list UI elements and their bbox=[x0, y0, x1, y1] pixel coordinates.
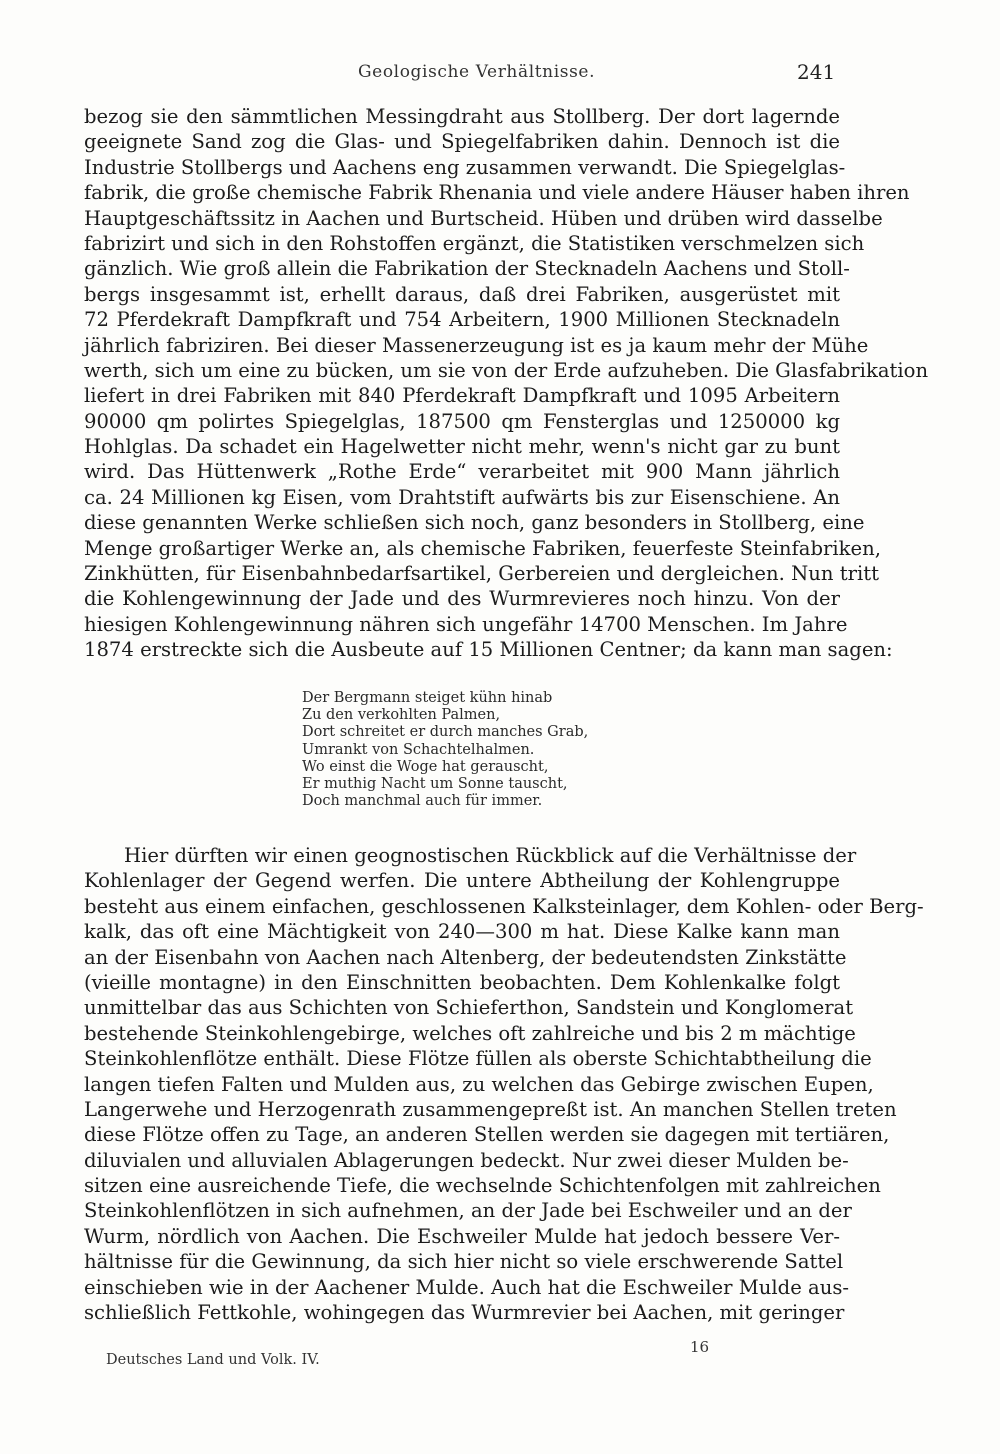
page-footer bbox=[0, 1338, 1000, 1374]
text-line: 1874 erstreckte sich die Ausbeute auf 15 Millionen Centner; da kann man sagen: bbox=[84, 638, 893, 662]
text-line: jährlich fabriziren. Bei dieser Massenerzeugung ist es ja kaum mehr der Mühe bbox=[84, 333, 869, 357]
poem-line: Wo einst die Woge hat gerauscht, bbox=[302, 758, 549, 775]
text-line: Hohlglas. Da schadet ein Hagelwetter nicht mehr, wenn's nicht gar zu bunt bbox=[84, 435, 840, 459]
text-line: Steinkohlenflötzen in sich aufnehmen, an der Jade bei Eschweiler und an der bbox=[84, 1199, 852, 1223]
paragraph-2 bbox=[84, 843, 924, 1325]
text-line: schließlich Fettkohle, wohingegen das Wurmrevier bei Aachen, mit geringer bbox=[84, 1301, 845, 1325]
text-line: die Kohlengewinnung der Jade und des Wurmrevieres noch hinzu. Von der bbox=[84, 587, 840, 611]
text-line: Langerwehe und Herzogenrath zusammengepreßt ist. An manchen Stellen treten bbox=[84, 1097, 897, 1121]
poem-line: Doch manchmal auch für immer. bbox=[302, 793, 543, 810]
text-line: sitzen eine ausreichende Tiefe, die wechselnde Schichtenfolgen mit zahlreichen bbox=[84, 1174, 881, 1198]
text-line: einschieben wie in der Aachener Mulde. Auch hat die Eschweiler Mulde aus- bbox=[84, 1275, 850, 1299]
text-line: wird. Das Hüttenwerk „Rothe Erde“ verarbeitet mit 900 Mann jährlich bbox=[84, 460, 840, 484]
text-line: bestehende Steinkohlengebirge, welches oft zahlreiche und bis 2 m mächtige bbox=[84, 1021, 856, 1045]
text-line: diese genannten Werke schließen sich noch, ganz besonders in Stollberg, eine bbox=[84, 511, 865, 535]
text-line: diese Flötze offen zu Tage, an anderen Stellen werden sie dagegen mit tertiären, bbox=[84, 1123, 890, 1147]
text-line: diluvialen und alluvialen Ablagerungen bedeckt. Nur zwei dieser Mulden be- bbox=[84, 1148, 849, 1172]
text-line: Kohlenlager der Gegend werfen. Die untere Abtheilung der Kohlengruppe bbox=[84, 869, 840, 893]
text-line: an der Eisenbahn von Aachen nach Altenberg, der bedeutendsten Zinkstätte bbox=[84, 945, 847, 969]
text-line: Hier dürften wir einen geognostischen Rückblick auf die Verhältnisse der bbox=[124, 844, 857, 867]
text-line: Menge großartiger Werke an, als chemische Fabriken, feuerfeste Steinfabriken, bbox=[84, 536, 881, 560]
text-line: Steinkohlenflötze enthält. Diese Flötze füllen als oberste Schichtabtheilung die bbox=[84, 1047, 872, 1071]
footer-source: Deutsches Land und Volk. IV. bbox=[106, 1352, 320, 1368]
text-line: Zinkhütten, für Eisenbahnbedarfsartikel, Gerbereien und dergleichen. Nun tritt bbox=[84, 562, 879, 586]
text-line: (vieille montagne) in den Einschnitten beobachten. Dem Kohlenkalke folgt bbox=[84, 970, 840, 994]
poem-line: Dort schreitet er durch manches Grab, bbox=[302, 724, 589, 741]
text-line: geeignete Sand zog die Glas- und Spiegelfabriken dahin. Dennoch ist die bbox=[84, 130, 840, 154]
text-line: hiesigen Kohlengewinnung nähren sich ungefähr 14700 Menschen. Im Jahre bbox=[84, 612, 848, 636]
poem-line: Er muthig Nacht um Sonne tauscht, bbox=[302, 775, 568, 792]
text-line: 90000 qm polirtes Spiegelglas, 187500 qm Fensterglas und 1250000 kg bbox=[84, 409, 840, 433]
text-line: Hauptgeschäftssitz in Aachen und Burtscheid. Hüben und drüben wird dasselbe bbox=[84, 206, 883, 230]
text-line: hältnisse für die Gewinnung, da sich hier nicht so viele erschwerende Sattel bbox=[84, 1250, 844, 1274]
poem-verse bbox=[302, 690, 702, 810]
text-line: gänzlich. Wie groß allein die Fabrikation der Stecknadeln Aachens und Stoll- bbox=[84, 257, 850, 281]
sheet-number: 16 bbox=[690, 1338, 710, 1356]
text-line: kalk, das oft eine Mächtigkeit von 240—300 m hat. Diese Kalke kann man bbox=[84, 920, 840, 944]
text-line: langen tiefen Falten und Mulden aus, zu welchen das Gebirge zwischen Eupen, bbox=[84, 1072, 874, 1096]
text-line: liefert in drei Fabriken mit 840 Pferdekraft Dampfkraft und 1095 Arbeitern bbox=[84, 384, 840, 408]
page-number: 241 bbox=[797, 60, 836, 84]
text-line: bergs insgesammt ist, erhellt daraus, daß drei Fabriken, ausgerüstet mit bbox=[84, 282, 840, 306]
text-line: Industrie Stollbergs und Aachens eng zusammen verwandt. Die Spiegelglas- bbox=[84, 155, 846, 179]
running-title: Geologische Verhältnisse. bbox=[358, 62, 596, 82]
paragraph-1 bbox=[84, 104, 929, 663]
text-line: Wurm, nördlich von Aachen. Die Eschweiler Mulde hat jedoch bessere Ver- bbox=[84, 1224, 840, 1248]
running-head bbox=[0, 62, 1000, 86]
text-line: fabrik, die große chemische Fabrik Rhenania und viele andere Häuser haben ihren bbox=[84, 181, 910, 205]
poem-line: Umrankt von Schachtelhalmen. bbox=[302, 741, 535, 758]
text-line: besteht aus einem einfachen, geschlossenen Kalksteinlager, dem Kohlen- oder Berg- bbox=[84, 894, 924, 918]
poem-line: Zu den verkohlten Palmen, bbox=[302, 707, 501, 724]
text-line: fabrizirt und sich in den Rohstoffen ergänzt, die Statistiken verschmelzen sich bbox=[84, 231, 865, 255]
text-line: unmittelbar das aus Schichten von Schieferthon, Sandstein und Konglomerat bbox=[84, 996, 854, 1020]
text-line: ca. 24 Millionen kg Eisen, vom Drahtstift aufwärts bis zur Eisenschiene. An bbox=[84, 485, 840, 509]
text-line: 72 Pferdekraft Dampfkraft und 754 Arbeitern, 1900 Millionen Stecknadeln bbox=[84, 308, 840, 332]
text-line: bezog sie den sämmtlichen Messingdraht aus Stollberg. Der dort lagernde bbox=[84, 105, 840, 128]
poem-line: Der Bergmann steiget kühn hinab bbox=[302, 690, 553, 706]
text-line: werth, sich um eine zu bücken, um sie von der Erde aufzuheben. Die Glasfabrikation bbox=[84, 358, 929, 382]
